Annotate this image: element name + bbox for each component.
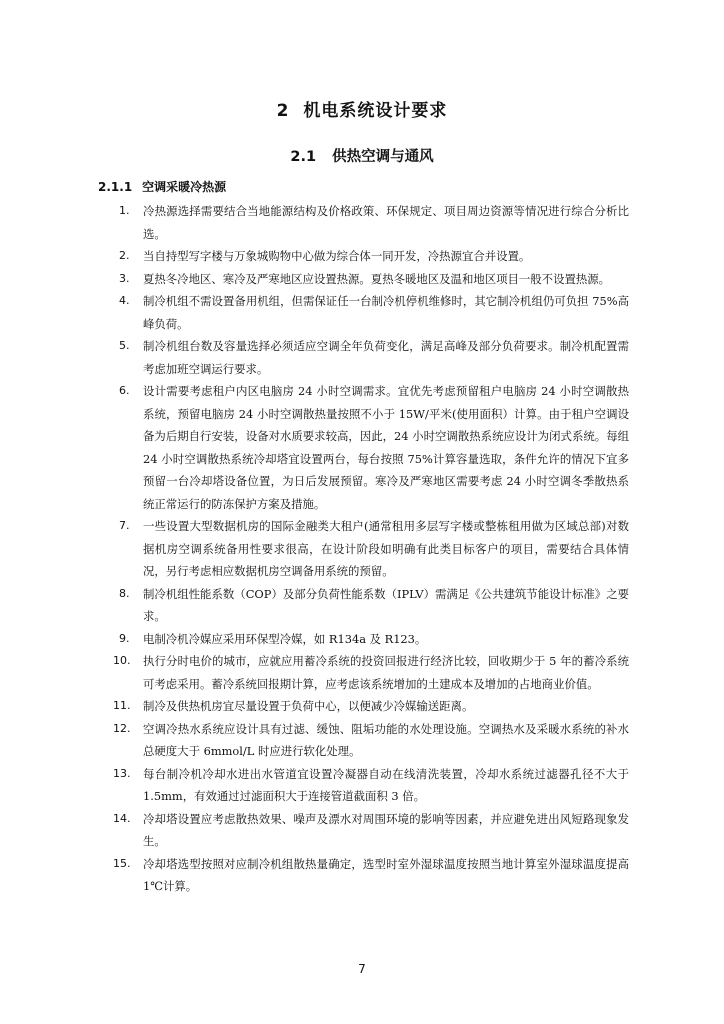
item-number: 13. [113, 766, 131, 780]
subsection-number: 2.1.1 [98, 180, 133, 194]
page-number: 7 [358, 962, 366, 976]
item-number: 14. [113, 811, 131, 825]
list-item [113, 853, 629, 898]
list-item [113, 718, 629, 763]
item-number: 11. [113, 699, 131, 712]
item-number: 1. [119, 204, 130, 217]
item-number: 5. [119, 339, 130, 352]
chapter-number: 2 [276, 101, 290, 121]
list-item [119, 290, 629, 335]
list-item [119, 268, 629, 291]
chapter-heading [0, 96, 724, 121]
item-text: 冷却塔设置应考虑散热效果、噪声及漂水对周围环境的影响等因素，并应避免进出风短路现象发生。 [143, 811, 629, 848]
list-item [119, 628, 629, 651]
subsection-title-text: 空调采暖冷热源 [142, 180, 227, 194]
item-text: 制冷机组不需设置备用机组，但需保证任一台制冷机停机维修时，其它制冷机组仍可负担 75%高峰负荷。 [143, 294, 629, 331]
list-item [119, 380, 629, 515]
item-number: 7. [119, 519, 130, 532]
section-title-text: 供热空调与通风 [332, 149, 434, 165]
list-item [119, 245, 629, 268]
list-item [113, 808, 629, 853]
item-number: 3. [119, 271, 130, 285]
section-number: 2.1 [290, 149, 317, 165]
list-item [113, 763, 629, 808]
item-number: 15. [113, 856, 131, 870]
item-number: 6. [119, 384, 130, 397]
item-text: 冷热源选择需要结合当地能源结构及价格政策、环保规定、项目周边资源等情况进行综合分析比选。 [143, 204, 629, 241]
item-text: 每台制冷机冷却水进出水管道宜设置冷凝器自动在线清洗装置，冷却水系统过滤器孔径不大于 1.5mm，有效通过过滤面积大于连接管道截面积 3 倍。 [143, 766, 629, 803]
item-text: 电制冷机冷媒应采用环保型冷媒，如 R134a 及 R123。 [143, 631, 427, 646]
item-number: 12. [113, 721, 131, 735]
item-number: 10. [113, 654, 131, 667]
list-item [119, 335, 629, 380]
item-text: 制冷及供热机房宜尽量设置于负荷中心，以便减少冷媒输送距离。 [143, 699, 474, 713]
item-text: 夏热冬冷地区、寒冷及严寒地区应设置热源。夏热冬暖地区及温和地区项目一般不设置热源。 [143, 271, 611, 286]
requirement-list [113, 200, 629, 898]
item-text: 执行分时电价的城市，应就应用蓄冷系统的投资回报进行经济比较，回收期少于 5 年的蓄冷系统可考虑采用。蓄冷系统回报期计算，应考虑该系统增加的土建成本及增加的占地商业价值。 [143, 654, 629, 691]
item-number: 9. [119, 631, 130, 645]
item-text: 一些设置大型数据机房的国际金融类大租户(通常租用多层写字楼或整栋租用做为区域总部)对数据机房空调系统备用性要求很高，在设计阶段如明确有此类目标客户的项目，需要结合具体情况，另行考虑相应数据机房空调备用系统的预留。 [143, 519, 629, 578]
item-text: 当自持型写字楼与万象城购物中心做为综合体一同开发，冷热源宜合并设置。 [143, 249, 531, 263]
item-text: 制冷机组台数及容量选择必须适应空调全年负荷变化，满足高峰及部分负荷要求。制冷机配置需考虑加班空调运行要求。 [143, 339, 629, 376]
list-item [119, 200, 629, 245]
list-item [119, 515, 629, 583]
item-number: 4. [119, 294, 130, 307]
item-text: 制冷机组性能系数（COP）及部分负荷性能系数（IPLV）需满足《公共建筑节能设计标准》之要求。 [143, 586, 629, 623]
list-item [113, 695, 629, 718]
item-text: 冷却塔选型按照对应制冷机组散热量确定，选型时室外湿球温度按照当地计算室外湿球温度提高 1℃计算。 [143, 856, 629, 893]
item-text: 空调冷热水系统应设计具有过滤、缓蚀、阻垢功能的水处理设施。空调热水及采暖水系统的补水总硬度大于 6mmol/L 时应进行软化处理。 [143, 721, 629, 758]
subsection-heading [98, 178, 226, 195]
list-item [113, 650, 629, 695]
item-text: 设计需要考虑租户内区电脑房 24 小时空调需求。宜优先考虑预留租户电脑房 24 小时空调散热系统，预留电脑房 24 小时空调散热量按照不小于 15W/平米(使用面积）计算。由于租户空调设备为后期自行安装，设备对水质要求较高，因此，24 小时空调散热系统应设计为闭式系统。每组 24 小时空调散热系统冷却塔宜设置两台，每台按照 75%计算容量选取，条件允许的情况下宜多预留一台冷却塔设备位置，为日后发展预留。寒冷及严寒地区需要考虑 24 小时空调冬季散热系统正常运行的防冻保护方案及措施。 [143, 384, 629, 511]
list-item [119, 583, 629, 628]
item-number: 8. [119, 586, 130, 600]
chapter-title-text: 机电系统设计要求 [303, 101, 448, 121]
section-heading [0, 145, 724, 166]
item-number: 2. [119, 249, 130, 262]
